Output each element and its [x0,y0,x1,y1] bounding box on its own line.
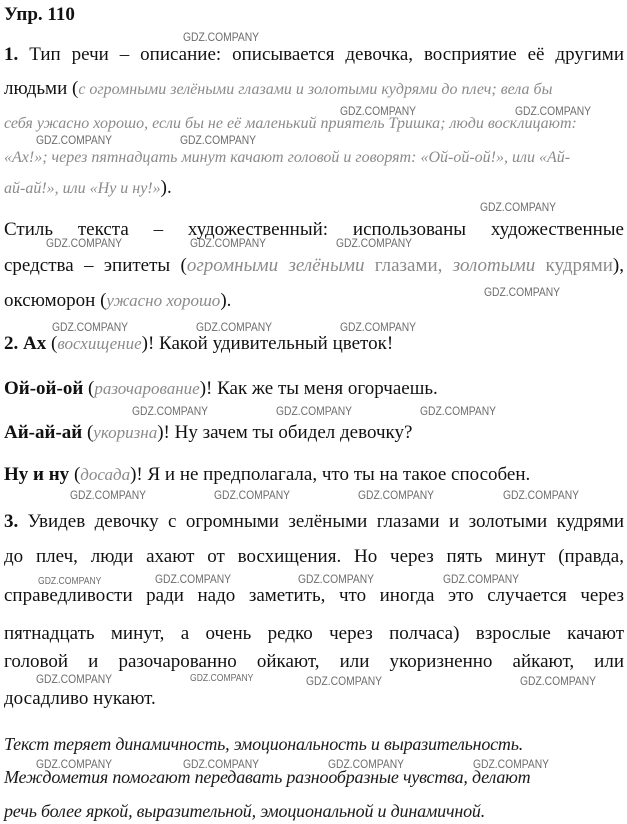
watermark: GDZ.COMPANY [515,104,592,118]
text-span: ). [220,290,232,311]
watermark: GDZ.COMPANY [473,757,550,771]
section-1-text: Тип речи – описание: описывается девочка, восприятие её другими [29,44,625,65]
section-3-line: справедливости ради надо заметить, что иногда это случается через [4,585,624,606]
watermark: GDZ.COMPANY [336,236,413,250]
interjection-row [4,333,624,355]
example-sentence: )! Я и не предполагала, что ты на такое способен. [130,464,531,485]
watermark: GDZ.COMPANY [276,404,353,418]
watermark: GDZ.COMPANY [298,572,375,586]
watermark: GDZ.COMPANY [70,488,147,502]
watermark: GDZ.COMPANY [183,30,260,44]
watermark: GDZ.COMPANY [214,488,291,502]
example-sentence: )! Как же ты меня огорчаешь. [199,378,438,399]
handwritten-line: Текст теряет динамичность, эмоциональность и выразительность. [4,734,523,754]
watermark: GDZ.COMPANY [183,757,260,771]
text-span: ( [82,422,94,443]
example-sentence: )! Ну зачем ты обидел девочку? [157,422,413,443]
emotion-label: восхищение [57,334,142,353]
style-line-1: Стиль текста – художественный: использованы художественные [4,219,624,240]
exercise-title: Упр. 110 [4,4,75,25]
watermark: GDZ.COMPANY [155,572,232,586]
watermark: GDZ.COMPANY [443,572,520,586]
example-text: ай-ай!», или «Ну и ну!» [4,180,161,197]
section-3-line: до плеч, люди ахают от восхищения. Но через пять минут (правда, [4,546,624,567]
emotion-label: досада [80,465,131,484]
watermark: GDZ.COMPANY [36,757,113,771]
section-1-number: 1. [4,44,19,65]
example-text: золотыми [452,255,536,276]
watermark: GDZ.COMPANY [328,757,405,771]
text-span: средства – эпитеты ( [4,255,187,276]
section-3-line: пятнадцать минут, а очень редко через полчаса) взрослые качают [4,623,624,644]
style-line-2 [4,255,624,277]
example-text: ужасно хорошо [106,291,221,310]
interjection-word: Ой-ой-ой [4,378,84,399]
watermark: GDZ.COMPANY [358,488,435,502]
watermark: GDZ.COMPANY [180,133,257,147]
emotion-label: разочарование [94,379,200,398]
section-3-line: головой и разочарованно ойкают, или укоризненно айкают, или [4,651,624,672]
section-1-line-1 [4,44,624,66]
text-span: людьми ( [4,78,79,99]
watermark: GDZ.COMPANY [190,673,254,684]
text-span: ), [612,255,624,276]
handwritten-line: Междометия помогают передавать разнообразные чувства, делают [4,767,531,787]
text-span: Увидев девочку с огромными зелёными глазами и золотыми кудрями [27,511,625,532]
interjection-word: Ай-ай-ай [4,422,83,443]
interjection-row [4,378,624,400]
watermark: GDZ.COMPANY [520,674,597,688]
text-span: ( [46,333,58,354]
text-span: ). [160,177,172,198]
section-1-line-2 [4,78,624,101]
watermark: GDZ.COMPANY [38,576,102,587]
interjection-word: Ну и ну [4,464,70,485]
watermark: GDZ.COMPANY [190,236,267,250]
section-1-line-4 [4,146,624,169]
text-span: ( [69,464,81,485]
section-1-line-5 [4,177,624,200]
watermark: GDZ.COMPANY [196,320,273,334]
section-3-number: 3. [4,511,19,532]
emotion-label: укоризна [93,423,158,442]
text-span: оксюморон ( [4,290,107,311]
watermark: GDZ.COMPANY [480,200,557,214]
watermark: GDZ.COMPANY [420,404,497,418]
example-text: кудрями [535,255,613,276]
handwritten-line: речь более яркой, выразительной, эмоциональной и динамичной. [4,801,485,821]
text-span: ( [83,378,95,399]
section-3-line: досадливо нукают. [4,688,156,709]
example-sentence: )! Какой удивительный цветок! [141,333,394,354]
example-text: огромными зелёными [186,255,365,276]
watermark: GDZ.COMPANY [340,104,417,118]
watermark: GDZ.COMPANY [52,320,129,334]
watermark: GDZ.COMPANY [132,404,209,418]
example-text: с огромными зелёными глазами и золотыми кудрями до плеч; вела бы [78,81,553,98]
interjection-row [4,464,624,486]
section-3-line [4,511,624,533]
watermark: GDZ.COMPANY [306,674,383,688]
example-text: «Ах!»; через пятнадцать минут качают головой и говорят: «Ой-ой-ой!», или «Ай- [4,149,571,166]
watermark: GDZ.COMPANY [503,488,580,502]
section-2-number: 2. [4,333,19,354]
interjection-word: Ах [23,333,47,354]
watermark: GDZ.COMPANY [36,672,113,686]
watermark: GDZ.COMPANY [36,133,113,147]
watermark: GDZ.COMPANY [46,236,123,250]
interjection-row [4,422,624,444]
watermark: GDZ.COMPANY [484,285,561,299]
watermark: GDZ.COMPANY [340,320,417,334]
example-text: себя ужасно хорошо, если бы не её маленький приятель Тришка; люди восклицают: [4,115,577,132]
example-text: глазами, [364,255,453,276]
